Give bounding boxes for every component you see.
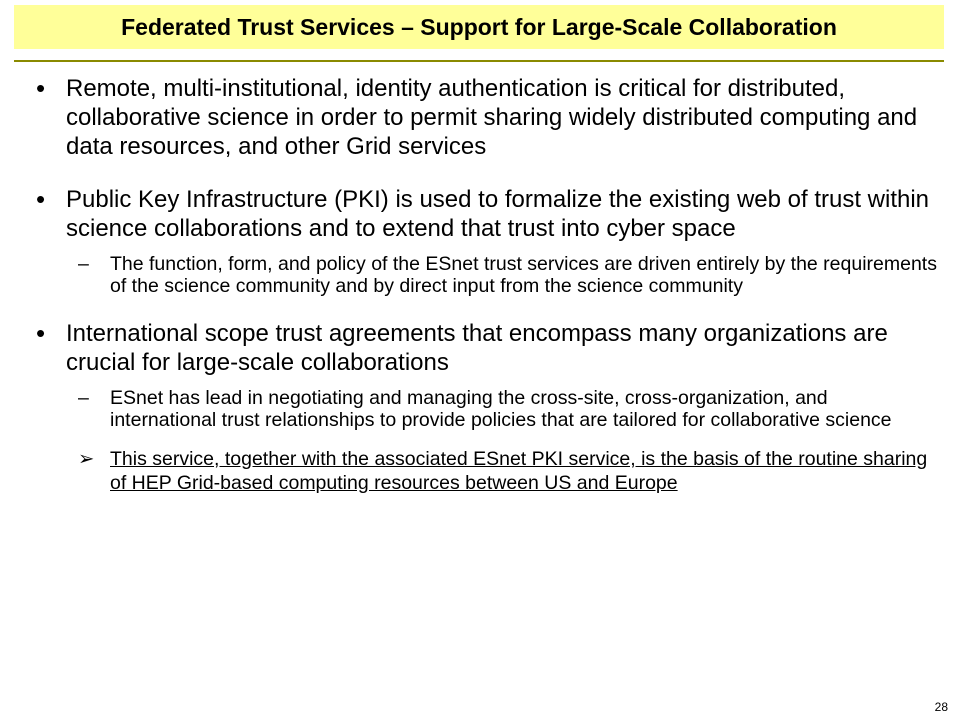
sub-bullet-item — [72, 253, 937, 297]
bullet-item — [32, 74, 937, 161]
dash-marker: – — [78, 387, 89, 409]
slide-title: Federated Trust Services – Support for Large-Scale Collaboration — [121, 14, 837, 40]
bullet-item — [32, 319, 937, 377]
page-number: 28 — [934, 700, 948, 714]
bullet-marker: • — [36, 318, 46, 348]
title-bar — [14, 5, 944, 49]
slide-body — [32, 74, 937, 495]
sub-bullet-text: The function, form, and policy of the ESnet trust services are driven entirely by the requirements of the science community and by direct input from the science community — [110, 253, 937, 297]
bullet-item — [32, 185, 937, 243]
bullet-text: Remote, multi-institutional, identity authentication is critical for distributed, collaborative science in order to permit sharing widely distributed computing and data resources, and other Grid services — [66, 75, 918, 160]
bullet-text: Public Key Infrastructure (PKI) is used to formalize the existing web of trust within science collaborations and to extend that trust into cyber space — [66, 186, 930, 242]
arrow-marker-icon: ➢ — [78, 448, 95, 470]
sub-bullet-item — [72, 387, 937, 431]
bullet-marker: • — [36, 73, 46, 103]
sub-bullet-text: ESnet has lead in negotiating and managing the cross-site, cross-organization, and international trust relationships to provide policies that are tailored for collaborative science — [110, 387, 892, 431]
title-divider — [14, 60, 944, 62]
sub-bullet-item — [72, 447, 937, 495]
bullet-text: International scope trust agreements that encompass many organizations are crucial for large-scale collaborations — [66, 320, 888, 376]
sub-bullet-text: This service, together with the associated ESnet PKI service, is the basis of the routine sharing of HEP Grid-based computing resources between US and Europe — [110, 448, 928, 494]
bullet-marker: • — [36, 184, 46, 214]
dash-marker: – — [78, 253, 89, 275]
